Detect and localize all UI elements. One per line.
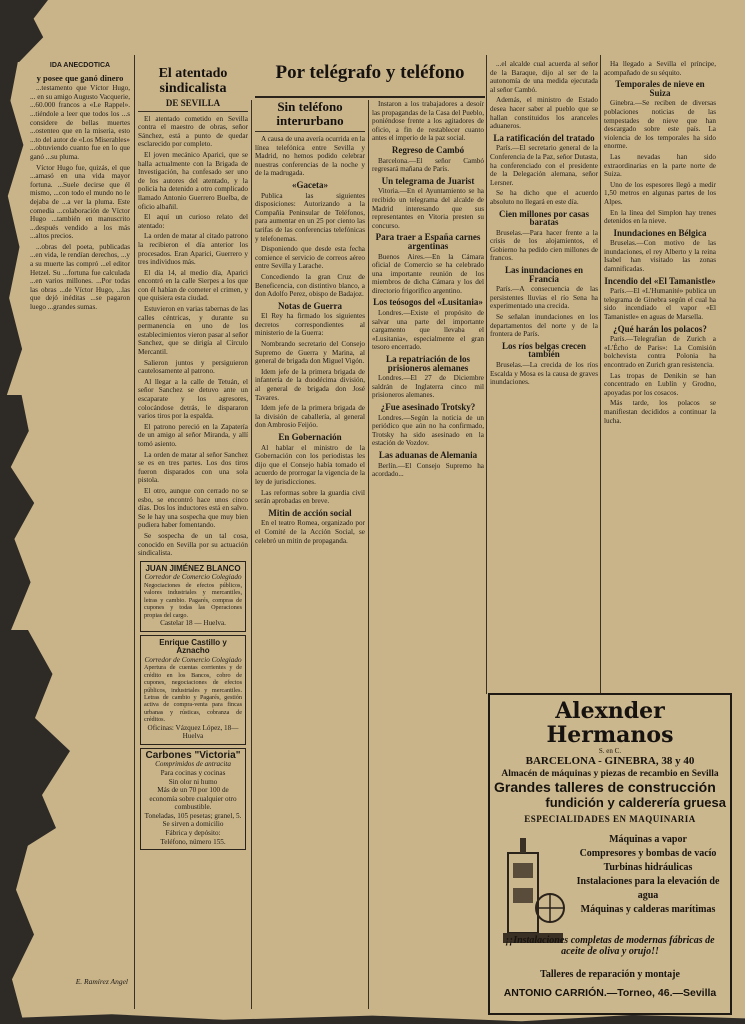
column-4-section-5: La repatriación de los prisioneros alemanes (385, 354, 471, 373)
ad-carbones-foot: Teléfono, número 155. (160, 837, 226, 846)
column-1-title: y posee que ganó dinero (36, 72, 124, 83)
column-6 (604, 60, 716, 689)
column-5 (490, 60, 598, 689)
ad-alexnder-address: BARCELONA - GINEBRA, 38 y 40 (525, 755, 695, 767)
column-rule-1 (134, 55, 135, 1009)
ad-carbones-line-4: Se sirven a domicilio (162, 820, 224, 829)
column-4-text-6: Londres.—El 27 de Diciembre saldrán de Inglaterra cinco mil prisioneros alemanes. (372, 374, 484, 400)
column-3-text-3: Disponiendo que desde esta fecha comience el servicio de correos aéreo entre Sevilla y Larache. (255, 245, 365, 271)
ad-carbones-line-0: Para cocinas y cocinas (160, 768, 226, 777)
ad-carbones-line-1: Sin olor ni humo (168, 777, 218, 786)
column-3-title: Sin teléfono interurbano (276, 100, 344, 128)
column-1-text-top: ...testamento que Víctor Hugo, ... en su amigo Augusto Vacquerie, ...60.000 francos a «Le Rappel». ...tiéndole a leer que todos los ...s considere de bellas muertes ...ostenteo que en la miseria, esto ...to del autor de «Los Miserables» ...obtuviendo cuanto fue en lo que ganó ...su pluma. (30, 84, 130, 161)
column-2-text-6: Estuvieron en varias tabernas de las calles céntricas, y durante su permanencia en uno de los establecimientos vieron pasar al señor Sanchez, que se dirigía al Círculo Mercantil. (138, 305, 248, 357)
column-4-text-5: Londres.—Existe el propósito de salvar una parte del importante cargamento que llevaba el «Lusitania», especialmente el gran tesoro encerrado. (372, 309, 484, 352)
column-2-text-8: Al llegar a la calle de Tetuán, el señor Sanchez se detuvo ante un escaparate y los agresores, colocándose detrás, le dispararon varios tiros por la espalda. (138, 377, 248, 421)
column-6-text-10: Más tarde, los polacos se manifiestan decididos a continuar la lucha. (604, 399, 716, 425)
column-2-subtitle: DE SEVILLA (165, 98, 221, 108)
column-4 (372, 100, 484, 1024)
column-4-text-3: Vitoria.—En el Ayuntamiento se ha recibido un telegrama del alcalde de Madrid interesando que sus representantes en Vitoria presten su concurso. (372, 187, 484, 230)
torn-edge-top-left (0, 0, 48, 62)
ad-alexnder-spec: ESPECIALIDADES EN MAQUINARIA (524, 814, 696, 824)
masthead (255, 58, 485, 98)
column-2-text-5: El día 14, al medio día, Aparici encontró en la calle Sierpes a los que con él habían de cometer el crimen, y que quisiera esta ciudad. (138, 268, 248, 303)
ad-carbones-line-5: Fábrica y depósito: (165, 829, 221, 838)
column-1-signature: E. Ramírez Angel (75, 977, 128, 986)
column-3-text-5: El Rey ha firmado los siguientes decretos correspondientes al ministerio de la Guerra: (255, 312, 365, 338)
ad-juan-jimenez-foot: Castelar 18 — Huelva. (160, 618, 226, 627)
column-5-section-1: La ratificación del tratado (493, 132, 595, 143)
ad-juan-jimenez-text: Negociaciones de efectos públicos, valores industriales y mercantiles, letras y cambio. Pagarés, compras de cupones y todas las Operaciones propias del cargo. (144, 581, 242, 619)
column-2-title: El atentado sindicalista (158, 66, 228, 96)
column-4-text-1: Instaron a los trabajadores a desoír las propagandas de la Casa del Pueblo, poniéndose frente a los agitadores de oficio, a fin de restablecer cuanto antes el imperio de la paz social. (372, 100, 484, 143)
column-4-text-4: Buenos Aires.—En la Cámara oficial de Comercio se ha celebrado una importante reunión de los miembros de dicha Cámara y los del directorio frigorífico argentino. (372, 252, 484, 295)
column-3 (255, 100, 365, 1024)
column-2-text-12: Se sospecha de un tal cosa, conocido en Sevilla por su actuación sindicalista. (138, 531, 248, 558)
column-2-text-4: La orden de matar al citado patrono la recibieron el día anterior los procesados. Eran Aparici, Guerrero y tres individuos más. (138, 232, 248, 267)
ad-carbones-victoria (140, 748, 246, 851)
column-3-text-9: Al hablar el ministro de la Gobernación con los periodistas les dijo que el Consejo había tomado el acuerdo de prorrogar la vigencia de la ley de jurisdicciones. (255, 443, 365, 486)
column-4-section-4: Los teósogos del «Lusitania» (373, 297, 483, 308)
ad-item-3: Instalaciones para la elevación de agua (576, 876, 720, 901)
column-6-section-1: Temporales de nieve en Suiza (615, 79, 705, 98)
column-4-section-6: ¿Fue asesinado Trotsky? (380, 402, 476, 412)
column-6-text-4: Uno de los espesores llegó a medir 1,50 metros en algunas partes de los Alpes. (604, 180, 716, 206)
ad-carbones-line-2: Más de un 70 por 100 de economía sobre cualquier otro combustible. (149, 786, 237, 812)
ad-alexnder-line3: fundición y calderería gruesa (545, 795, 726, 810)
column-3-section-1: «Gaceta» (292, 179, 328, 190)
column-6-text-7: París.—El «L'Humanité» publica un telegrama de Ginebra según el cual ha sido incendiado el vapor «El Tamanistle» en aguas de Marsella. (604, 287, 716, 322)
column-4-section-3: Para traer a España carnes argentinas (375, 232, 481, 251)
ad-alexnder-line4: ¡¡Instalaciones completas de modernas fábricas de aceite de oliva y orujo!! (505, 935, 715, 957)
column-5-text-8: Bruselas.—La crecida de los ríos Escalda y Mosa es la causa de graves inundaciones. (490, 361, 598, 387)
column-5-section-2: Cien millones por casas baratas (498, 208, 590, 228)
column-2-text-11: El otro, aunque con cerrado no se esbo, se encontró hace unos cinco días. Dos los inductores está en salvo. Se le hay una sospecha que muy bien pudiera haber fomentando. (138, 486, 248, 530)
ad-item-2: Turbinas hidráulicas (603, 862, 693, 873)
column-2-text-2: El joven mecánico Aparici, que se halla actualmente con la Brigada de Investigación, ha confesado ser uno de los autores del atentado, y la policía ha detenido a otro complicado llamado Antonio Guerrero Buelba, de oficio albañil. (138, 150, 248, 211)
column-3-text-6: Nombrando secretario del Consejo Supremo de Guerra y Marina, al general de brigada don Miguel Vigón. (255, 340, 365, 366)
column-5-text-5: Bruselas.—Para hacer frente a la crisis de los alojamientos, el Gobierno ha pedido cien millones de francos. (490, 228, 598, 263)
ad-alexnder-hermanos (488, 693, 732, 1015)
ad-enrique-castillo-title: Enrique Castillo y Aznacho (159, 637, 227, 656)
column-4-section-1: Regreso de Cambó (391, 144, 465, 155)
column-4-section-7: Las aduanas de Alemania (378, 449, 478, 460)
ad-item-4: Máquinas y calderas marítimas (580, 904, 716, 915)
column-2-text-3: El aquí un curioso relato del atentado: (138, 213, 248, 230)
torn-edge-left-1 (0, 60, 26, 400)
column-3-text-11: En el teatro Romea, organizado por el Comité de la Acción Social, se celebró un mitin de propaganda. (255, 519, 365, 545)
column-2-text-7: Salieron juntos y persiguieron cautelosamente al patrono. (138, 358, 248, 376)
column-3-section-4: Mitin de acción social (268, 507, 352, 518)
column-6-text-9: Las tropas de Denikin se han concentrado en Lublín y Grodno, apoyadas por los cosacos. (604, 371, 716, 397)
column-6-text-5: En la línea del Simplon hay trenes detenidos en la nieve. (604, 208, 716, 226)
ad-enrique-castillo-sub: Corredor de Comercio Colegiado (144, 655, 242, 664)
ad-alexnder-items (572, 833, 724, 917)
ad-carbones-line-3: Toneladas, 105 pesetas; granel, 5. (144, 811, 242, 820)
column-1-text-bot: ...obras del poeta, publicadas ...en vida, le rendían derechos, ...y a su muerte las compró ...el editor Hetzel. Su ...fortuna fue calculada ...en varios millones. ...Por todas las obras ...de Víctor Hugo, ...las que dejó inéditas ...se pagaron luego ...grandes sumas. (30, 242, 130, 312)
column-5-text-2: Además, el ministro de Estado desea hacer saber al pueblo que se hallan constituidos los aranceles aduaneros. (490, 96, 598, 131)
column-3-text-10: Las reformas sobre la guardia civil serán aprobadas en breve. (255, 488, 365, 506)
ad-alexnder-line1: Almacén de máquinas y piezas de recambio en Sevilla (501, 769, 719, 779)
column-5-text-6: París.—A consecuencia de las persistentes lluvias el río Sena ha experimentado una crecida. (490, 285, 598, 311)
ad-item-0: Máquinas a vapor (609, 834, 687, 845)
ad-carbones-title: Carbones "Victoria" (145, 749, 241, 761)
column-5-section-3: Las inundaciones en Francia (504, 265, 584, 284)
column-2 (138, 60, 248, 1024)
ad-enrique-castillo-foot: Oficinas: Vázquez López, 18—Huelva (147, 723, 239, 741)
ad-enrique-castillo-text: Apertura de cuentas corrientes y de crédito en los Bancos, cobro de cupones, negociaciones de efectos públicos, industriales y mercantiles. Letras de cambio y Pagarés, gestión activa de compra-venta para fincas urbanas y rústicas, cobranza de créditos. (144, 664, 242, 724)
column-4-text-7: Londres.—Según la noticia de un periódico que aún no ha confirmado, Trotsky ha sido asesinado en la estación de Vozdov. (372, 413, 484, 448)
column-3-text-8: Idem jefe de la primera brigada de la división de caballería, al general don Ambrosio Feijóo. (255, 404, 365, 430)
column-3-rule (255, 131, 365, 132)
column-2-text-10: La orden de matar al señor Sanchez se es en tres partes. Los dos tiros fueron disparados con una sola pistola. (138, 450, 248, 485)
ad-alexnder-foot: ANTONIO CARRIÓN.—Torneo, 46.—Sevilla (503, 987, 717, 999)
column-6-text-2: Ginebra.—Se reciben de diversas poblaciones noticias de las tempestades de nieve que han descargado sobre este país. La violencia de los temporales ha sido enorme. (604, 99, 716, 151)
ad-alexnder-sub: S. en C. (598, 747, 622, 755)
column-rule-4 (486, 55, 487, 694)
column-3-text-1: A causa de una avería ocurrida en la línea telefónica entre Sevilla y Madrid, no hemos podido celebrar nuestras conferencias de la noche y de la madrugada. (255, 135, 365, 178)
column-1 (30, 62, 130, 1024)
ad-alexnder-line5: Talleres de reparación y montaje (540, 969, 680, 980)
column-6-text-1: Ha llegado a Sevilla el príncipe, acompañado de su séquito. (604, 60, 716, 77)
column-rule-2 (251, 100, 252, 1009)
column-5-section-4: Los ríos belgas crecen también (501, 340, 587, 360)
column-5-text-4: Se ha dicho que el acuerdo absoluto no llegará en este día. (490, 189, 598, 206)
column-5-text-1: ...el alcalde cual acuerda al señor de la Baraque, dijo al ser de la autonomía de una medida ejecutada al señor Cambó. (490, 60, 598, 94)
column-4-text-8: Berlín.—El Consejo Supremo ha acordado... (372, 461, 484, 479)
column-3-section-3: En Gobernación (278, 432, 342, 442)
column-6-text-3: Las nevadas han sido extraordinarias en la parte norte de Suiza. (604, 152, 716, 179)
column-6-section-4: ¿Qué harán los polacos? (613, 323, 707, 334)
column-4-text-2: Barcelona.—El señor Cambó regresará mañana de París. (372, 156, 484, 174)
ad-juan-jimenez (140, 561, 246, 632)
column-3-text-7: Idem jefe de la primera brigada de infantería de la duodécima división, al general de brigada don José Tavares. (255, 367, 365, 402)
column-5-text-3: París.—El secretario general de la Conferencia de la Paz, señor Dutasta, ha conferenciado con el presidente de la Delegación alemana, señor Lersner. (490, 144, 598, 187)
column-rule-3 (368, 100, 369, 1009)
column-6-text-8: París.—Telegrafían de Zurich a «L'Écho de Paris»: La Comisión bolchevista contra Polonia ha encontrado en Zurich gran resistencia. (604, 335, 716, 369)
ad-item-1: Compresores y bombas de vacío (579, 848, 717, 859)
column-3-text-2: Publica las siguientes disposiciones: Autorizando a la Compañía Peninsular de Teléfonos, para aumentar en un 25 por ciento las tarifas de las conferencias telefónicas y telefonemas. (255, 191, 365, 243)
column-3-section-2: Notas de Guerra (278, 300, 342, 311)
column-6-section-3: Incendio del «El Tamanistle» (604, 275, 716, 286)
ad-carbones-sub: Comprimidos de antracita (155, 760, 231, 769)
column-1-text-mid: Víctor Hugo fue, quizás, el que ...amasó en una vida mayor fortuna. ...Suele decirse que él mismo, ...con todo el mundo no le dejaba de ...a ver la pluma. Este comedia ...colaboración de Víctor Hugo ...también en manuscrito ...después vendido a los más ...altos precios. (30, 163, 130, 241)
column-6-text-6: Bruselas.—Con motivo de las inundaciones, el rey Alberto y la reina Isabel han visitado las zonas damnificadas. (604, 239, 716, 274)
column-6-section-2: Inundaciones en Bélgica (613, 227, 707, 238)
column-2-text-1: El atentado cometido en Sevilla contra el maestro de obras, señor Sánchez, está a punto de quedar esclarecido por completo. (138, 114, 248, 149)
ad-enrique-castillo (140, 635, 246, 745)
ad-juan-jimenez-sub: Corredor de Comercio Colegiado (144, 573, 242, 582)
column-5-text-7: Se señalan inundaciones en los departamentos del norte y de la frontera de París. (490, 313, 598, 339)
column-3-text-4: Concediendo la gran Cruz de Beneficencia, con distintivo blanco, a don Adolfo Perez, obispo de Badajoz. (255, 272, 365, 299)
ad-alexnder-line2: Grandes talleres de construcción (494, 779, 716, 795)
column-4-section-2: Un telegrama de Juarist (381, 175, 475, 186)
page-title: Por telégrafo y teléfono (275, 62, 465, 83)
ad-juan-jimenez-title: JUAN JIMÉNEZ BLANCO (145, 563, 241, 573)
column-2-text-9: El patrono pereció en la Zapatería de un amigo al señor Miranda, y allí tomó asiento. (138, 422, 248, 448)
ad-alexnder-title: Alexnder Hermanos (546, 698, 674, 748)
column-1-kicker: IDA ANECDOTICA (49, 62, 111, 69)
column-rule-5 (600, 55, 601, 694)
column-2-rule (138, 111, 248, 112)
